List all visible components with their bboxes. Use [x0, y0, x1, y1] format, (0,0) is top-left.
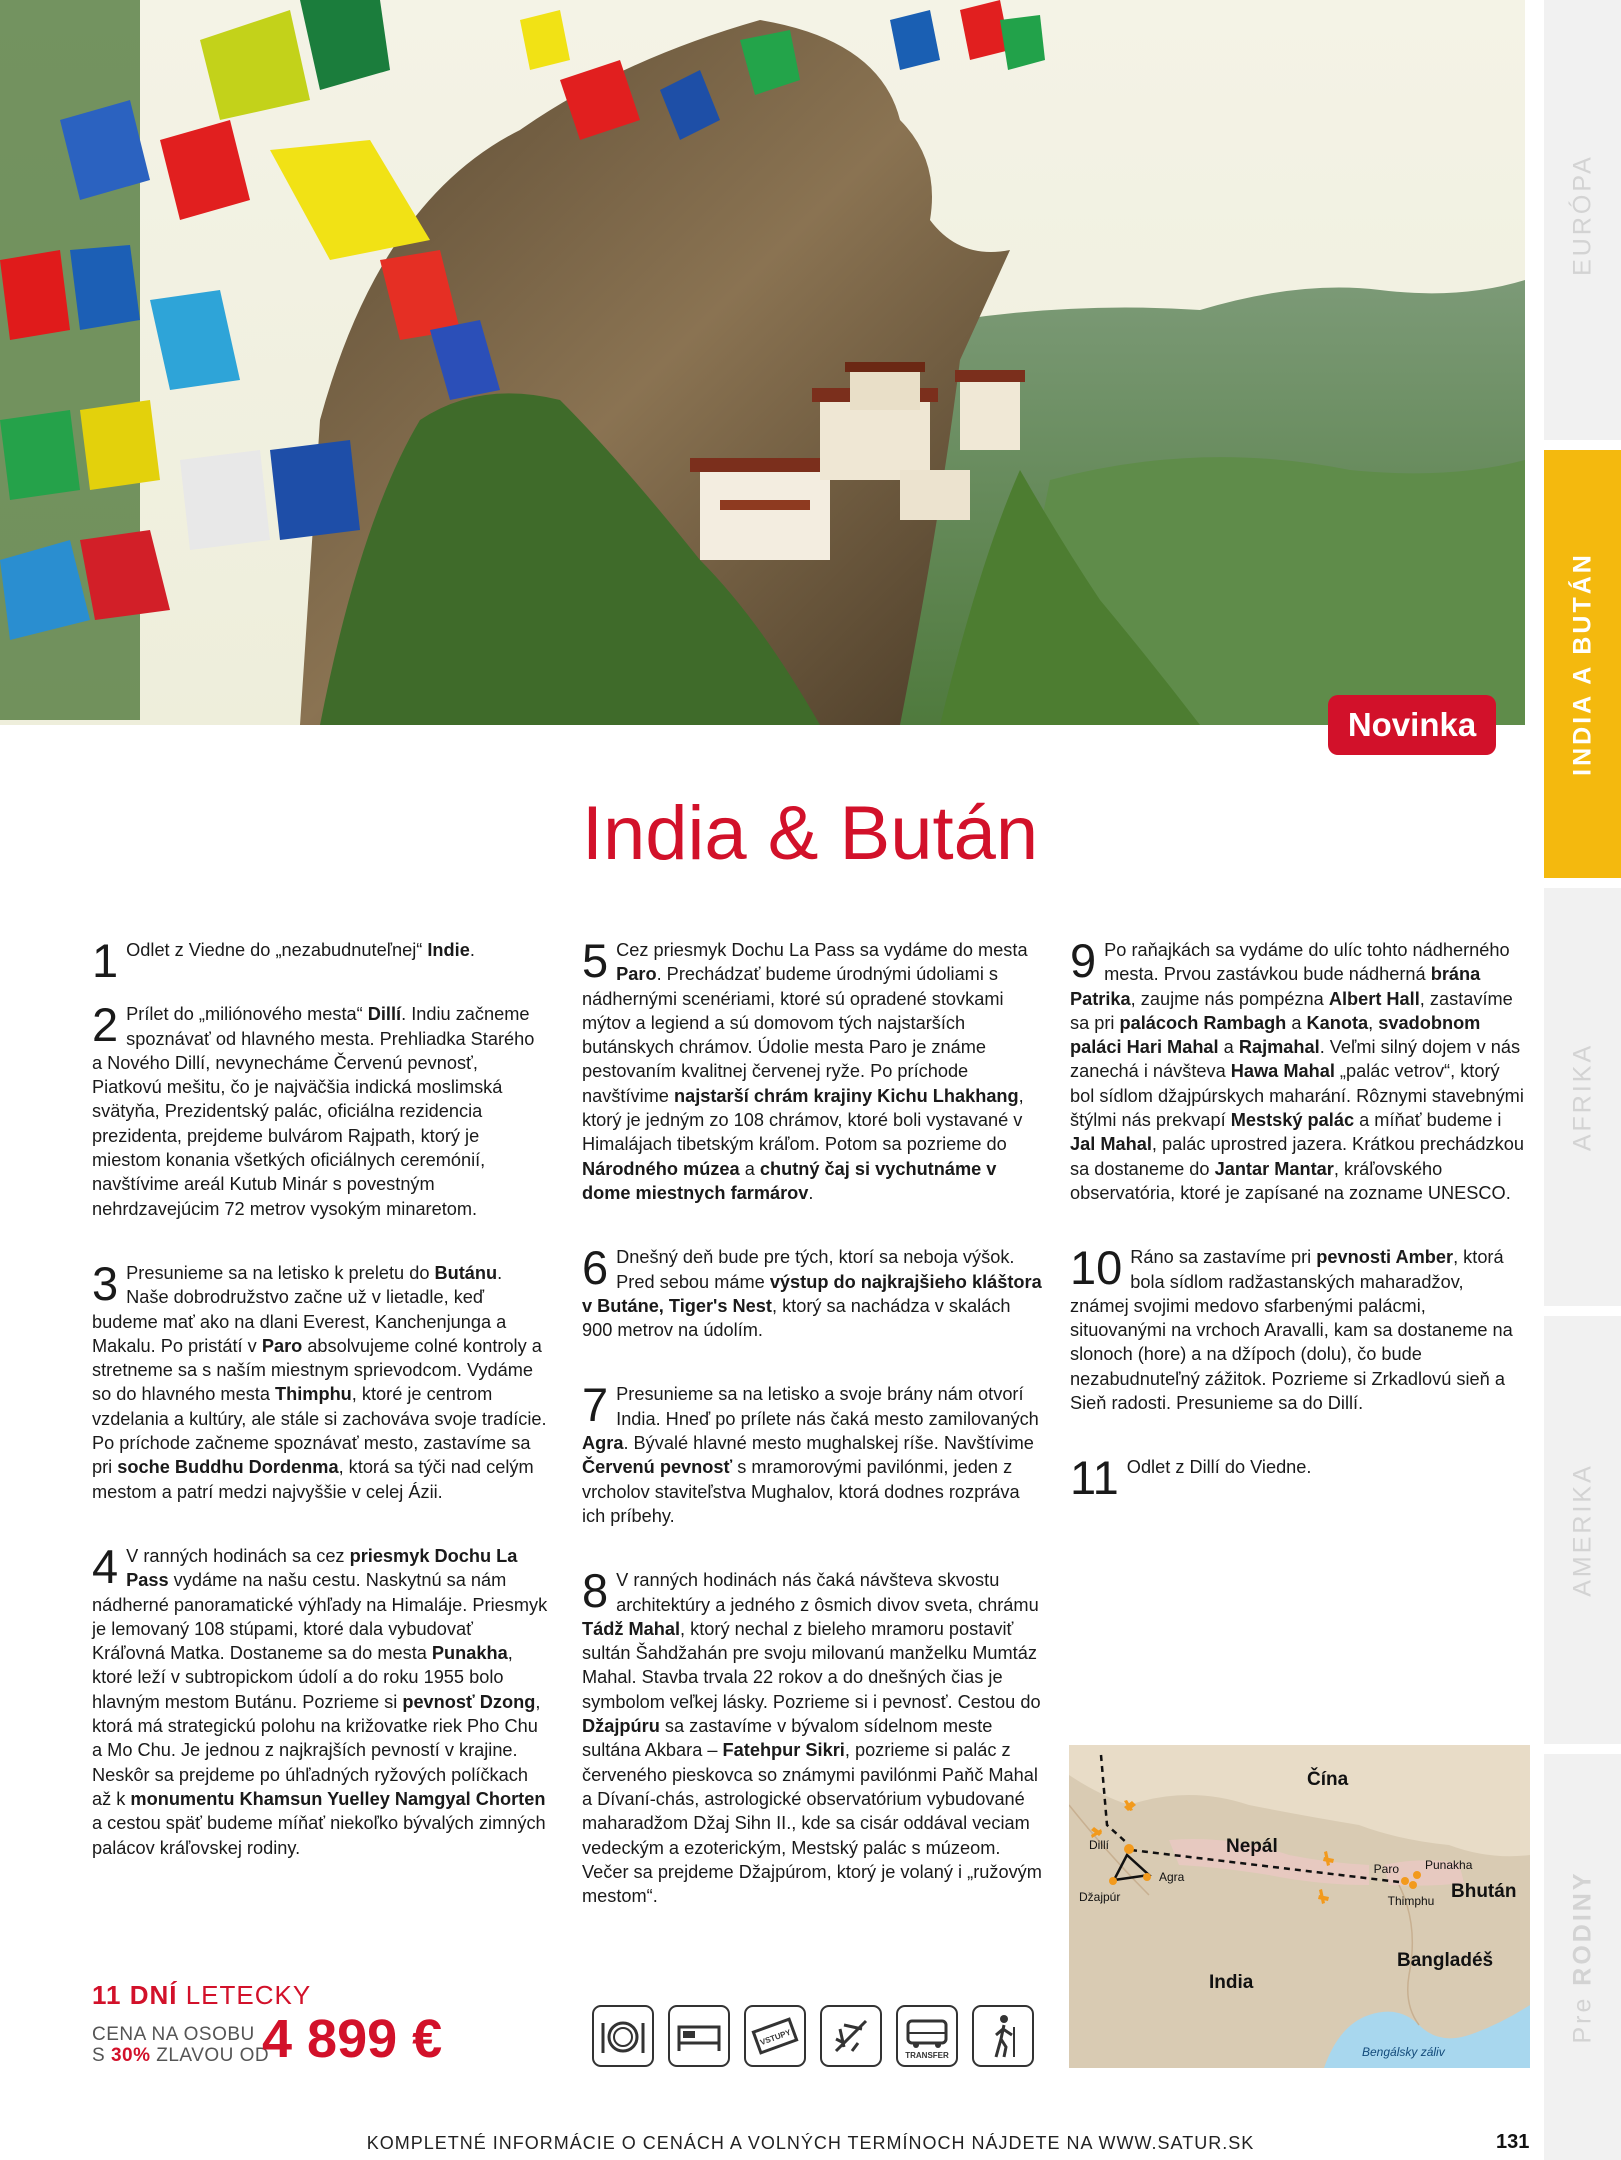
- day-text: , zastavíme sa pri: [1070, 988, 1513, 1033]
- city-dot-jaipur: [1109, 1877, 1117, 1885]
- day-description: [582, 1564, 1044, 1908]
- itinerary-day: [582, 1241, 1044, 1342]
- itinerary-day: [582, 1378, 1044, 1528]
- itinerary-day: [92, 998, 548, 1221]
- map-label-jaipur: Džajpúr: [1079, 1890, 1121, 1904]
- day-text: , palác uprostred jazera. Krátkou prechádzkou sa dostaneme do: [1070, 1134, 1524, 1179]
- day-description: [582, 934, 1044, 1205]
- day-number: 8: [582, 1564, 609, 1618]
- day-highlight: Jantar Mantar: [1214, 1158, 1334, 1179]
- day-highlight: Indie: [427, 940, 470, 960]
- day-text: Presunieme sa na letisko k preletu do: [126, 1262, 435, 1283]
- day-text: s mramorovými pavilónmi, jeden z vrcholov staviteľstva Mughalov, ktorá dodnes rozpráva ich príbehy.: [582, 1457, 1020, 1526]
- city-dot-punakha: [1413, 1871, 1421, 1879]
- day-text: . Veľmi silný dojem v nás zanechá i návšteva: [1070, 1037, 1521, 1082]
- day-highlight: Červenú pevnosť: [582, 1457, 733, 1478]
- day-highlight: Dillí: [367, 1004, 402, 1025]
- day-text: ,: [1368, 1012, 1379, 1033]
- tab-label-europa: EURÓPA: [1568, 154, 1596, 276]
- transfer-label: TRANSFER: [905, 2051, 949, 2060]
- day-text: , ktorá bola sídlom radžastanských maharadžov, známej svojimi medovo sfarbenými palácmi, situovanými na vrchoch Aravalli, kam sa dostaneme na slonoch (hore) a na džípoch (dolu), čo bude nezabudnuteľný zážitok. Pozrieme si Zrkadlovú sieň a Sieň radosti. Presunieme sa do Dillí.: [1070, 1247, 1513, 1414]
- tab-label-pre: Pre: [1568, 1995, 1596, 2044]
- itinerary-day: [92, 1539, 548, 1860]
- day-text: Ráno sa zastavíme pri: [1130, 1247, 1317, 1268]
- side-tabs: [1544, 0, 1621, 2160]
- day-text: a: [739, 1158, 760, 1179]
- day-text: sa zastavíme v bývalom sídelnom meste sultána Akbara –: [582, 1716, 993, 1761]
- price-label-line1: CENA NA OSOBU: [92, 2024, 255, 2045]
- day-text: .: [808, 1182, 814, 1203]
- itinerary-day: [1070, 1451, 1526, 1505]
- price-label-rest: ZLAVOU OD: [150, 2045, 270, 2066]
- day-highlight: Kanota: [1306, 1012, 1369, 1033]
- map-label-bangladesh: Bangladéš: [1397, 1950, 1494, 1971]
- city-dot-paro: [1401, 1877, 1409, 1885]
- map-label-agra: Agra: [1159, 1870, 1185, 1884]
- price-label: [92, 2024, 269, 2066]
- day-highlight: Hawa Mahal: [1230, 1061, 1335, 1082]
- day-text: Cez priesmyk Dochu La Pass sa vydáme do mesta: [616, 940, 1028, 960]
- day-highlight: soche Buddhu Dordenma: [117, 1457, 339, 1478]
- day-text: Odlet z Viedne do „nezabudnuteľnej“: [126, 940, 428, 960]
- day-text: , ktorý je jedným zo 108 chrámov, ktoré boli vystavané v Himalájach tibetským kráľom. Potom sa pozrieme do: [582, 1085, 1024, 1155]
- day-text: , ktorá sa týči nad celým mestom a patrí medzi najvyššie v celej Ázii.: [92, 1457, 534, 1502]
- day-text: a cestou späť budeme míňať niekoľko bývalých zimných palácov kráľovskej rodiny.: [92, 1813, 546, 1858]
- map-label-india: India: [1209, 1972, 1254, 1993]
- price-amount: 4 899 €: [262, 2009, 443, 2069]
- page-title: India & Bután: [581, 791, 1039, 876]
- day-highlight: Paro: [261, 1335, 303, 1356]
- day-text: . Prechádzať budeme úrodnými údoliami s nádhernými scenériami, ktoré sú opradené stovkami mýtov a legiend a sú domovom tých najstarších butánskych chrámov. Údolie mesta Paro je známe pestovaním kvalitnej červenej ryže. Po príchode navštívime: [582, 964, 1004, 1106]
- city-dot-thimphu: [1409, 1881, 1417, 1889]
- itinerary-day: [92, 934, 548, 987]
- day-highlight: pevnosť Dzong: [402, 1691, 536, 1712]
- day-number: 3: [92, 1256, 119, 1310]
- day-highlight: Paro: [616, 964, 657, 985]
- city-dot-delhi: [1124, 1844, 1134, 1854]
- day-description: [582, 1378, 1044, 1528]
- day-text: Prílet do „miliónového mesta“: [126, 1004, 368, 1025]
- day-text: Dnešný deň bude pre tých, ktorí sa neboja výšok. Pred sebou máme: [616, 1247, 1015, 1292]
- day-highlight: Fatehpur Sikri: [722, 1740, 845, 1761]
- day-highlight: brána Patrika: [1070, 964, 1481, 1009]
- map-label-delhi: Dillí: [1089, 1838, 1109, 1852]
- map-label-nepal: Nepál: [1226, 1836, 1278, 1857]
- itinerary-day: [92, 1256, 548, 1504]
- day-text: , ktorý nechal z bieleho mramoru postaviť sultán Šahdžahán pre svoju milovanú manželku Mumtáz Mahal. Stavba trvala 22 rokov a do dnešných čias je symbolom veľkej lásky. Pozrieme si i pevnosť. Cestou do: [582, 1618, 1041, 1712]
- day-description: [1070, 1241, 1526, 1415]
- hiking-icon: [972, 2005, 1034, 2067]
- day-text: a: [1218, 1037, 1239, 1058]
- map-label-thimphu: Thimphu: [1387, 1894, 1435, 1908]
- day-text: Presunieme sa na letisko a svoje brány nám otvorí India. Hneď po prílete nás čaká mesto zamilovaných: [616, 1384, 1039, 1429]
- day-number: 2: [92, 998, 119, 1052]
- day-description: [1070, 1455, 1526, 1479]
- price-block: [92, 1980, 542, 2080]
- day-text: „palác vetrov“, ktorý bol sídlom džajpúrskych maharání. Rôznymi stavebnými štýlmi nás prekvapí: [1070, 1061, 1524, 1131]
- day-highlight: Thimphu: [275, 1384, 352, 1405]
- trip-duration: [92, 1980, 542, 2011]
- day-text: , ktorá má strategickú polohu na križovatke riek Pho Chu a Mo Chu. Je jednou z najkrajších pevností v krajine. Neskôr sa prejdeme po úhľadných ryžových políčkach až k: [92, 1691, 541, 1809]
- itinerary-column-2: [582, 934, 1044, 1948]
- day-highlight: výstup do najkrajšieho kláštora v Butáne, Tiger's Nest: [582, 1271, 1042, 1316]
- day-text: vydáme na našu cestu. Naskytnú sa nám nádherné panoramatické výhľady na Himaláje. Priesmyk je lemovaný 108 stúpami, ktoré dala vybudovať Kráľovná Matka. Dostaneme sa do mesta: [92, 1570, 548, 1664]
- day-number: 5: [582, 934, 609, 987]
- day-description: [92, 938, 548, 962]
- day-text: , pozrieme si palác z červeného pieskovca so známymi pavilónmi Paňč Mahal a Dívaní-chás, astrologické observatórium vybudované maharadžom Džaj Sihn II., kde sa cisár oddával veciam vedeckým a ezoterickým, Mestský palác s múzeom. Večer sa prejdeme Džajpúrom, ktorý je volaný i „ružovým mestom“.: [582, 1740, 1042, 1907]
- board-icon: [592, 2005, 654, 2067]
- itinerary-day: [1070, 1241, 1526, 1415]
- duration-type: LETECKY: [177, 1980, 312, 2010]
- tab-label-amerika: AMERIKA: [1568, 1463, 1596, 1597]
- day-highlight: Jal Mahal: [1070, 1134, 1152, 1155]
- itinerary-column-1: [92, 934, 548, 1900]
- map-label-bay: Bengálsky záliv: [1362, 2045, 1445, 2059]
- page-number: 131: [1496, 2131, 1530, 2153]
- day-highlight: Národného múzea: [582, 1158, 740, 1179]
- day-text: . Indiu začneme spoznávať od hlavného mesta. Prehliadka Starého a Nového Dillí, nevynecháme Červenú pevnosť, Piatkovú mešitu, čo je najväčšia indická moslimská svätyňa, Prezidentský palác, oficiálna rezidencia prezidenta, prejdeme bulvárom Rajpath, ktorý je miestom konania všetkých oficiálnych ceremónií, navštívime areál Kutub Minár s povestným nehrdzavejúcim 72 metrov vysokým minaretom.: [92, 1004, 535, 1219]
- day-text: . Bývalé hlavné mesto mughalskej ríše. Navštívime: [623, 1433, 1034, 1454]
- day-text: , zaujme nás pompézna: [1130, 988, 1329, 1009]
- day-text: , ktorý sa nachádza v skalách 900 metrov na údolím.: [582, 1295, 1011, 1341]
- day-text: a: [1286, 1012, 1307, 1033]
- day-text: a míňať budeme i: [1354, 1110, 1502, 1131]
- entry-ticket-icon: [744, 2005, 806, 2067]
- transfer-bus-icon: [896, 2005, 958, 2067]
- day-number: 11: [1070, 1451, 1119, 1505]
- day-description: [92, 1539, 548, 1860]
- itinerary-column-3: [1070, 934, 1526, 1520]
- day-text: .: [469, 940, 475, 960]
- itinerary-day: [1070, 934, 1526, 1205]
- tab-europa[interactable]: [1544, 0, 1621, 440]
- day-text: , ktoré je centrom vzdelania a kultúry, ale stále si zachováva svoje tradície. Po príchode začneme spoznávať mesto, zastavíme sa pri: [92, 1384, 547, 1478]
- day-number: 4: [92, 1539, 119, 1593]
- itinerary-day: [582, 1564, 1044, 1908]
- day-description: [582, 1241, 1044, 1342]
- hotel-icon: [668, 2005, 730, 2067]
- tab-label-pre-rodiny: [1568, 1870, 1597, 2043]
- map-label-punakha: Punakha: [1425, 1858, 1473, 1872]
- price-label-s: S: [92, 2045, 111, 2066]
- day-highlight: svadobnom paláci Hari Mahal: [1070, 1012, 1481, 1058]
- day-number: 10: [1070, 1241, 1123, 1295]
- map-label-bhutan: Bhután: [1451, 1881, 1517, 1902]
- price-label-line2: [92, 2045, 269, 2066]
- day-highlight: Albert Hall: [1328, 988, 1420, 1009]
- day-number: 1: [92, 934, 119, 987]
- day-description: [92, 998, 548, 1221]
- day-highlight: Butánu: [434, 1262, 498, 1283]
- discount-percent: 30%: [110, 2045, 151, 2066]
- day-highlight: Rajmahal: [1238, 1037, 1320, 1058]
- day-highlight: Džajpúru: [582, 1716, 660, 1737]
- tab-label-india-butan: INDIA A BUTÁN: [1568, 552, 1596, 776]
- hero-photo: [0, 0, 1525, 725]
- day-text: , ktoré leží v subtropickom údolí a do roku 1955 bolo hlavným mestom Butánu. Pozrieme si: [92, 1643, 513, 1712]
- flight-icon: [820, 2005, 882, 2067]
- itinerary-day: [582, 934, 1044, 1205]
- novinka-badge: Novinka: [1328, 695, 1496, 755]
- tab-label-rodiny: RODINY: [1568, 1870, 1596, 1986]
- day-highlight: pevnosti Amber: [1316, 1247, 1454, 1268]
- day-text: . Naše dobrodružstvo začne už v lietadle, keď budeme mať ako na dlani Everest, Kanchenjunga a Makalu. Po pristátí v: [92, 1262, 507, 1356]
- day-text: Po raňajkách sa vydáme do ulíc tohto nádherného mesta. Prvou zastávkou bude nádherná: [1104, 940, 1510, 985]
- day-highlight: najstarší chrám krajiny Kichu Lhakhang: [673, 1085, 1019, 1106]
- day-description: [1070, 934, 1526, 1205]
- day-highlight: Punakha: [431, 1643, 508, 1664]
- tab-amerika[interactable]: [1544, 1316, 1621, 1744]
- map-label-paro: Paro: [1373, 1862, 1399, 1876]
- day-highlight: Agra: [582, 1433, 624, 1454]
- tab-pre-rodiny[interactable]: [1544, 1754, 1621, 2160]
- day-highlight: Tádž Mahal: [582, 1618, 681, 1639]
- day-text: V ranných hodinách nás čaká návšteva skvostu architektúry a jedného z ôsmich divov sveta, chrámu: [616, 1570, 1039, 1615]
- footer-info: KOMPLETNÉ INFORMÁCIE O CENÁCH A VOLNÝCH TERMÍNOCH NÁJDETE NA WWW.SATUR.SK: [366, 2133, 1255, 2153]
- route-map: [1069, 1745, 1530, 2068]
- day-number: 7: [582, 1378, 609, 1432]
- day-highlight: palácoch Rambagh: [1119, 1012, 1287, 1033]
- tab-label-afrika: AFRIKA: [1568, 1042, 1596, 1152]
- day-highlight: Mestský palác: [1230, 1110, 1355, 1131]
- day-highlight: priesmyk Dochu La Pass: [126, 1545, 518, 1591]
- day-text: , kráľovského observatória, ktoré je zapísané na zozname UNESCO.: [1070, 1158, 1511, 1203]
- day-description: [92, 1256, 548, 1504]
- day-highlight: chutný čaj si vychutnáme v dome miestnych farmárov: [582, 1158, 997, 1203]
- day-number: 9: [1070, 934, 1097, 987]
- day-highlight: monumentu Khamsun Yuelley Namgyal Chorten: [130, 1788, 546, 1809]
- map-label-china: Čína: [1307, 1769, 1349, 1790]
- city-dot-agra: [1143, 1873, 1151, 1881]
- day-text: V ranných hodinách sa cez: [126, 1545, 350, 1566]
- tab-afrika[interactable]: [1544, 888, 1621, 1306]
- duration-days: 11 DNÍ: [92, 1980, 178, 2010]
- entry-ticket-label: VSTUPY: [758, 2027, 793, 2048]
- day-text: absolvujeme colné kontroly a stretneme sa s naším miestnym sprievodcom. Vydáme so do hlavného mesta: [92, 1335, 542, 1405]
- day-text: Odlet z Dillí do Viedne.: [1126, 1457, 1312, 1478]
- day-number: 6: [582, 1241, 609, 1295]
